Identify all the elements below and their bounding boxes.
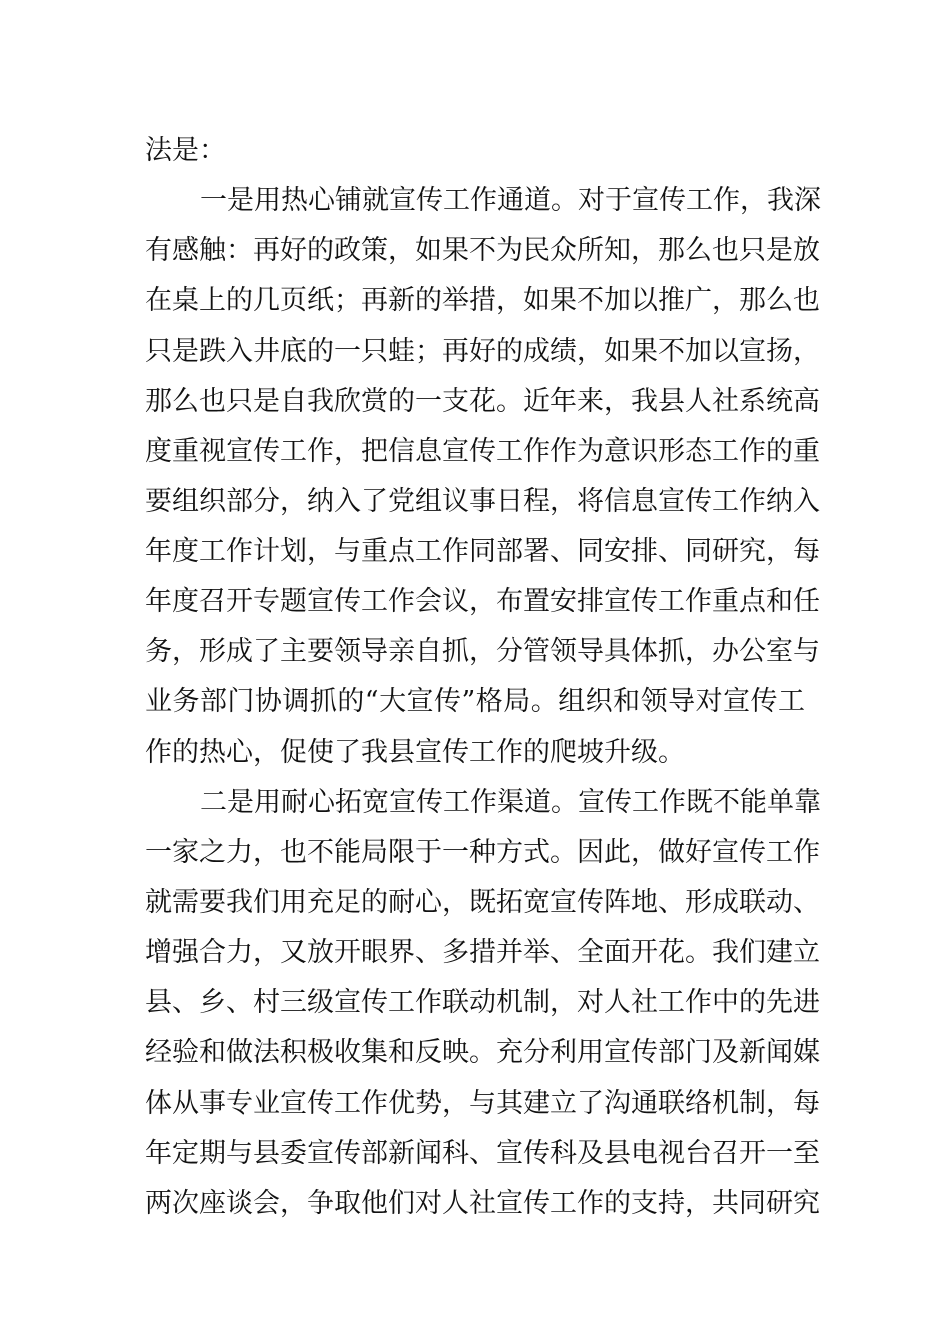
- paragraph-first-line: 一是用热心铺就宣传工作通道。对于宣传工作，我深: [200, 185, 821, 216]
- paragraph-last-line: 作的热心，促使了我县宣传工作的爬坡升级。: [145, 737, 685, 768]
- text-line: 体从事专业宣传工作优势，与其建立了沟通联络机制，每: [145, 1088, 820, 1119]
- text-line: 有感触：再好的政策，如果不为民众所知，那么也只是放: [145, 235, 820, 266]
- paragraph-first-line: 二是用耐心拓宽宣传工作渠道。宣传工作既不能单靠: [200, 787, 821, 818]
- text-line: 年度工作计划，与重点工作同部署、同安排、同研究，每: [145, 536, 820, 567]
- text-line: 在桌上的几页纸；再新的举措，如果不加以推广，那么也: [145, 285, 820, 316]
- text-line: 法是：: [145, 135, 226, 166]
- text-line: 只是跌入井底的一只蛙；再好的成绩，如果不加以宣扬，: [145, 336, 820, 367]
- text-line: 经验和做法积极收集和反映。充分利用宣传部门及新闻媒: [145, 1037, 820, 1068]
- text-line: 就需要我们用充足的耐心，既拓宽宣传阵地、形成联动、: [145, 887, 820, 918]
- text-line: 县、乡、村三级宣传工作联动机制，对人社工作中的先进: [145, 987, 820, 1018]
- text-line: 度重视宣传工作，把信息宣传工作作为意识形态工作的重: [145, 436, 820, 467]
- text-line: 要组织部分，纳入了党组议事日程，将信息宣传工作纳入: [145, 486, 820, 517]
- text-line: 年定期与县委宣传部新闻科、宣传科及县电视台召开一至: [145, 1138, 820, 1169]
- text-line: 业务部门协调抓的“大宣传”格局。组织和领导对宣传工: [145, 686, 805, 717]
- text-line: 务，形成了主要领导亲自抓，分管领导具体抓，办公室与: [145, 636, 820, 667]
- text-line: 年度召开专题宣传工作会议，布置安排宣传工作重点和任: [145, 586, 820, 617]
- text-line: 两次座谈会，争取他们对人社宣传工作的支持，共同研究: [145, 1188, 820, 1219]
- text-line: 那么也只是自我欣赏的一支花。近年来，我县人社系统高: [145, 386, 820, 417]
- text-line: 一家之力，也不能局限于一种方式。因此，做好宣传工作: [145, 837, 820, 868]
- text-line: 增强合力，又放开眼界、多措并举、全面开花。我们建立: [145, 937, 820, 968]
